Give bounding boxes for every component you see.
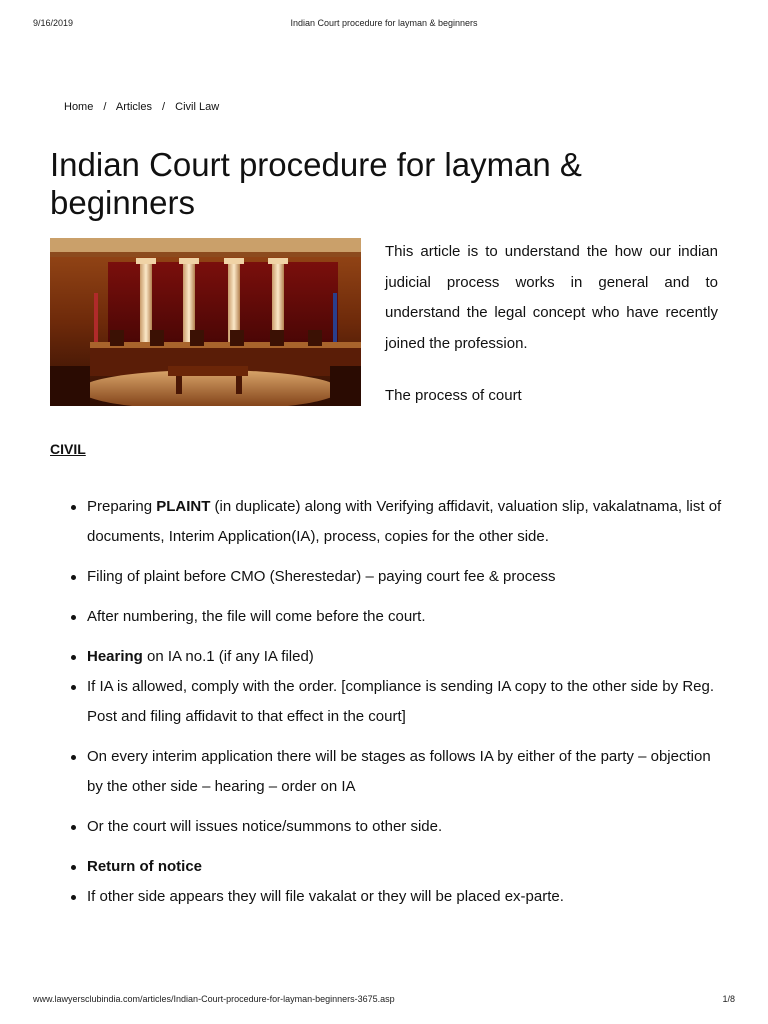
list-item-bold: PLAINT [156, 498, 211, 515]
list-item [87, 642, 727, 672]
list-item [87, 742, 727, 802]
list-item [87, 812, 727, 842]
list-item [87, 602, 727, 632]
breadcrumb-civil-law-link[interactable]: Civil Law [175, 101, 220, 113]
breadcrumb-separator: / [162, 101, 166, 113]
procedure-list [87, 492, 727, 912]
print-date: 9/16/2019 [33, 18, 74, 28]
list-item-text: After numbering, the file will come before the court. [87, 608, 426, 625]
courtroom-image [50, 238, 361, 406]
list-item [87, 852, 727, 882]
process-line: The process of court [385, 387, 522, 404]
list-item-bold: Return of notice [87, 858, 202, 875]
intro-paragraph: This article is to understand the how our indian judicial process works in general and to understand the legal concept who have recently joined the profession. [385, 243, 718, 352]
print-url: www.lawyersclubindia.com/articles/Indian-Court-procedure-for-layman-beginners-3675.asp [33, 994, 395, 1004]
list-item-text: If other side appears they will file vakalat or they will be placed ex-parte. [87, 888, 564, 905]
print-document-title: Indian Court procedure for layman & beginners [290, 18, 478, 28]
page-number: 1/8 [722, 994, 735, 1004]
article-intro [385, 237, 718, 359]
list-item [87, 672, 727, 732]
list-item-bold: Hearing [87, 648, 143, 665]
breadcrumb-home-link[interactable]: Home [64, 101, 94, 113]
list-item-text: Or the court will issues notice/summons to other side. [87, 818, 443, 835]
list-item [87, 882, 727, 912]
list-item-text: If IA is allowed, comply with the order. [compliance is sending IA copy to the other side by Reg. Post and filing affidavit to that effect in the court] [87, 678, 714, 725]
breadcrumb [64, 101, 219, 113]
list-item [87, 562, 727, 592]
list-item-text: on IA no.1 (if any IA filed) [142, 648, 314, 665]
breadcrumb-articles-link[interactable]: Articles [115, 101, 152, 113]
list-item-text: Preparing [87, 498, 157, 515]
section-heading-civil: CIVIL [50, 441, 86, 457]
list-item [87, 492, 727, 552]
print-footer [33, 994, 735, 1006]
list-item-text: Filing of plaint before CMO (Sherestedar) – paying court fee & process [87, 568, 556, 585]
print-header [33, 18, 735, 32]
list-item-text: (in duplicate) along with Verifying affidavit, valuation slip, vakalatnama, list of documents, Interim Application(IA), process, copies for the other side. [87, 498, 722, 545]
breadcrumb-separator: / [103, 101, 107, 113]
page-title: Indian Court procedure for layman & beginners [50, 146, 582, 221]
list-item-text: On every interim application there will be stages as follows IA by either of the party – objection by the other side – hearing – order on IA [87, 748, 711, 795]
